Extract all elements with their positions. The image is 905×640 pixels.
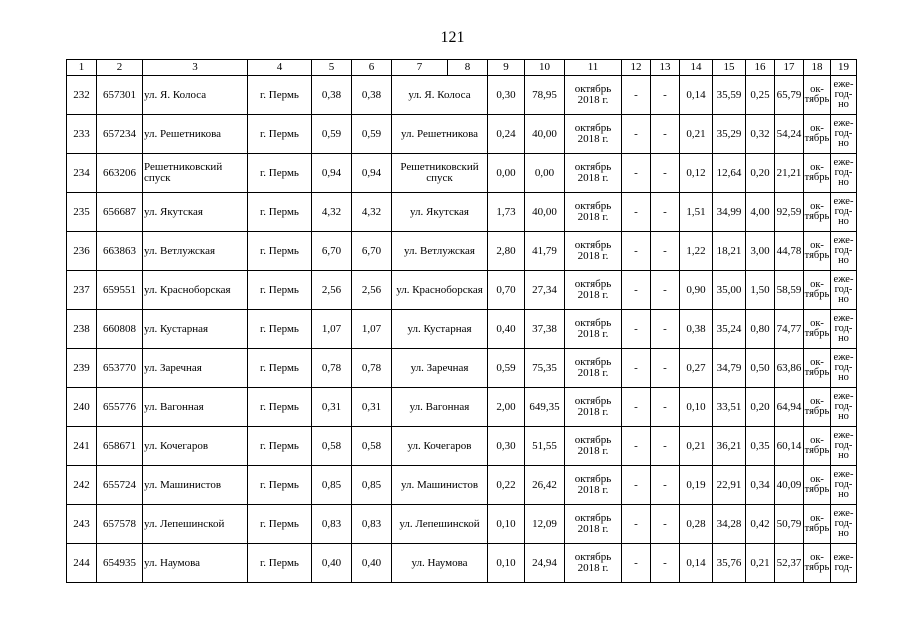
table-row [67,232,857,271]
row-number-cell: 237 [67,271,97,310]
month-cell: ок-тябрь [804,388,831,427]
value-cell: 0,20 [746,388,775,427]
value-cell: 12,09 [525,505,565,544]
object-id-cell: 657234 [97,115,143,154]
value-cell: 0,70 [488,271,525,310]
table-row [67,349,857,388]
frequency-cell: еже-год-но [831,466,857,505]
dash-cell: - [622,115,651,154]
value-cell: 0,32 [746,115,775,154]
row-number-cell: 234 [67,154,97,193]
value-cell: 0,10 [488,505,525,544]
street-name-cell: ул. Красноборская [143,271,248,310]
street-name-cell: ул. Я. Колоса [143,76,248,115]
date-cell: октябрь 2018 г. [565,310,622,349]
page-number: 121 [440,29,465,46]
city-cell: г. Пермь [248,505,312,544]
city-cell: г. Пермь [248,232,312,271]
city-cell: г. Пермь [248,544,312,583]
row-number-cell: 243 [67,505,97,544]
value-cell: 44,78 [775,232,804,271]
street-name-cell: ул. Лепешинской [143,505,248,544]
row-number-cell: 233 [67,115,97,154]
date-cell: октябрь 2018 г. [565,388,622,427]
object-id-cell: 657301 [97,76,143,115]
row-number-cell: 232 [67,76,97,115]
value-cell: 1,22 [680,232,713,271]
dash-cell: - [651,505,680,544]
street-name-cell: ул. Машинистов [392,466,488,505]
object-id-cell: 655776 [97,388,143,427]
dash-cell: - [622,388,651,427]
street-name-cell: ул. Вагонная [143,388,248,427]
street-name-cell: Решетниковский спуск [392,154,488,193]
value-cell: 0,90 [680,271,713,310]
month-cell: ок-тябрь [804,154,831,193]
table-row [67,466,857,505]
value-cell: 1,07 [352,310,392,349]
value-cell: 0,94 [312,154,352,193]
row-number-cell: 241 [67,427,97,466]
header-cell: 18 [804,60,831,76]
value-cell: 1,07 [312,310,352,349]
month-cell: ок-тябрь [804,427,831,466]
value-cell: 0,20 [746,154,775,193]
value-cell: 0,85 [312,466,352,505]
table-row [67,76,857,115]
month-cell: ок-тябрь [804,193,831,232]
value-cell: 0,30 [488,76,525,115]
table-row [67,544,857,583]
date-cell: октябрь 2018 г. [565,193,622,232]
value-cell: 60,14 [775,427,804,466]
city-cell: г. Пермь [248,115,312,154]
city-cell: г. Пермь [248,193,312,232]
value-cell: 0,40 [488,310,525,349]
dash-cell: - [622,310,651,349]
value-cell: 0,35 [746,427,775,466]
row-number-cell: 242 [67,466,97,505]
date-cell: октябрь 2018 г. [565,505,622,544]
dash-cell: - [622,427,651,466]
value-cell: 18,21 [713,232,746,271]
table-row [67,193,857,232]
object-id-cell: 658671 [97,427,143,466]
street-name-cell: ул. Я. Колоса [392,76,488,115]
city-cell: г. Пермь [248,349,312,388]
street-name-cell: ул. Ветлужская [392,232,488,271]
month-cell: ок-тябрь [804,544,831,583]
date-cell: октябрь 2018 г. [565,466,622,505]
value-cell: 78,95 [525,76,565,115]
frequency-cell: еже-год-но [831,76,857,115]
date-cell: октябрь 2018 г. [565,115,622,154]
header-cell: 14 [680,60,713,76]
frequency-cell: еже-год-но [831,310,857,349]
value-cell: 75,35 [525,349,565,388]
table-body [67,76,857,583]
value-cell: 0,50 [746,349,775,388]
row-number-cell: 239 [67,349,97,388]
street-name-cell: ул. Заречная [143,349,248,388]
table-row [67,388,857,427]
value-cell: 0,78 [312,349,352,388]
value-cell: 0,12 [680,154,713,193]
date-cell: октябрь 2018 г. [565,232,622,271]
dash-cell: - [622,193,651,232]
value-cell: 35,59 [713,76,746,115]
row-number-cell: 235 [67,193,97,232]
value-cell: 0,25 [746,76,775,115]
frequency-cell: еже-год-но [831,271,857,310]
frequency-cell: еже-год-но [831,349,857,388]
value-cell: 0,14 [680,544,713,583]
value-cell: 4,00 [746,193,775,232]
object-id-cell: 653770 [97,349,143,388]
street-name-cell: ул. Ветлужская [143,232,248,271]
street-name-cell: Решетниковский спуск [143,154,248,193]
value-cell: 0,38 [352,76,392,115]
row-number-cell: 244 [67,544,97,583]
value-cell: 52,37 [775,544,804,583]
value-cell: 35,76 [713,544,746,583]
value-cell: 34,79 [713,349,746,388]
value-cell: 40,09 [775,466,804,505]
value-cell: 3,00 [746,232,775,271]
header-cell: 16 [746,60,775,76]
value-cell: 35,00 [713,271,746,310]
value-cell: 0,00 [488,154,525,193]
dash-cell: - [651,349,680,388]
value-cell: 2,00 [488,388,525,427]
street-name-cell: ул. Кустарная [392,310,488,349]
object-id-cell: 659551 [97,271,143,310]
value-cell: 34,28 [713,505,746,544]
value-cell: 54,24 [775,115,804,154]
object-id-cell: 654935 [97,544,143,583]
value-cell: 0,10 [680,388,713,427]
value-cell: 92,59 [775,193,804,232]
street-name-cell: ул. Заречная [392,349,488,388]
header-cell: 3 [143,60,248,76]
value-cell: 2,56 [352,271,392,310]
dash-cell: - [651,76,680,115]
dash-cell: - [651,310,680,349]
header-cell: 5 [312,60,352,76]
frequency-cell: еже-год-но [831,388,857,427]
value-cell: 0,10 [488,544,525,583]
value-cell: 27,34 [525,271,565,310]
street-name-cell: ул. Кочегаров [392,427,488,466]
month-cell: ок-тябрь [804,76,831,115]
value-cell: 1,50 [746,271,775,310]
value-cell: 50,79 [775,505,804,544]
value-cell: 40,00 [525,115,565,154]
month-cell: ок-тябрь [804,349,831,388]
value-cell: 0,28 [680,505,713,544]
value-cell: 0,21 [680,427,713,466]
dash-cell: - [622,544,651,583]
frequency-cell: еже-год-но [831,115,857,154]
value-cell: 36,21 [713,427,746,466]
dash-cell: - [651,271,680,310]
header-cell: 13 [651,60,680,76]
table-row [67,271,857,310]
value-cell: 0,30 [488,427,525,466]
street-name-cell: ул. Красноборская [392,271,488,310]
city-cell: г. Пермь [248,271,312,310]
date-cell: октябрь 2018 г. [565,76,622,115]
city-cell: г. Пермь [248,388,312,427]
value-cell: 35,29 [713,115,746,154]
city-cell: г. Пермь [248,427,312,466]
value-cell: 64,94 [775,388,804,427]
object-id-cell: 657578 [97,505,143,544]
value-cell: 0,40 [312,544,352,583]
value-cell: 2,56 [312,271,352,310]
value-cell: 21,21 [775,154,804,193]
table-row [67,154,857,193]
value-cell: 0,83 [312,505,352,544]
value-cell: 0,38 [312,76,352,115]
value-cell: 33,51 [713,388,746,427]
value-cell: 0,34 [746,466,775,505]
row-number-cell: 236 [67,232,97,271]
frequency-cell: еже-год-но [831,193,857,232]
dash-cell: - [622,271,651,310]
value-cell: 0,19 [680,466,713,505]
value-cell: 0,27 [680,349,713,388]
dash-cell: - [651,115,680,154]
value-cell: 0,21 [680,115,713,154]
month-cell: ок-тябрь [804,505,831,544]
value-cell: 58,59 [775,271,804,310]
object-id-cell: 660808 [97,310,143,349]
street-name-cell: ул. Кустарная [143,310,248,349]
date-cell: октябрь 2018 г. [565,349,622,388]
header-cell: 11 [565,60,622,76]
dash-cell: - [622,76,651,115]
header-cell: 17 [775,60,804,76]
street-name-cell: ул. Вагонная [392,388,488,427]
header-cell: 4 [248,60,312,76]
value-cell: 26,42 [525,466,565,505]
date-cell: октябрь 2018 г. [565,427,622,466]
date-cell: октябрь 2018 г. [565,271,622,310]
header-cell: 19 [831,60,857,76]
table-row [67,427,857,466]
header-cell: 2 [97,60,143,76]
date-cell: октябрь 2018 г. [565,544,622,583]
value-cell: 0,58 [312,427,352,466]
month-cell: ок-тябрь [804,466,831,505]
value-cell: 4,32 [352,193,392,232]
header-cell: 12 [622,60,651,76]
object-id-cell: 656687 [97,193,143,232]
value-cell: 0,85 [352,466,392,505]
dash-cell: - [651,232,680,271]
date-cell: октябрь 2018 г. [565,154,622,193]
value-cell: 0,42 [746,505,775,544]
street-name-cell: ул. Якутская [392,193,488,232]
dash-cell: - [651,427,680,466]
frequency-cell: еже-год- [831,544,857,583]
value-cell: 37,38 [525,310,565,349]
value-cell: 0,00 [525,154,565,193]
street-name-cell: ул. Решетникова [143,115,248,154]
value-cell: 24,94 [525,544,565,583]
dash-cell: - [651,388,680,427]
frequency-cell: еже-год-но [831,427,857,466]
value-cell: 22,91 [713,466,746,505]
value-cell: 74,77 [775,310,804,349]
frequency-cell: еже-год-но [831,154,857,193]
table-row [67,115,857,154]
value-cell: 0,58 [352,427,392,466]
value-cell: 0,31 [312,388,352,427]
registry-table [66,59,857,583]
value-cell: 34,99 [713,193,746,232]
value-cell: 0,22 [488,466,525,505]
value-cell: 1,51 [680,193,713,232]
value-cell: 0,14 [680,76,713,115]
city-cell: г. Пермь [248,466,312,505]
value-cell: 0,59 [352,115,392,154]
header-cell: 6 [352,60,392,76]
month-cell: ок-тябрь [804,271,831,310]
dash-cell: - [622,349,651,388]
city-cell: г. Пермь [248,310,312,349]
street-name-cell: ул. Наумова [392,544,488,583]
dash-cell: - [622,505,651,544]
street-name-cell: ул. Решетникова [392,115,488,154]
month-cell: ок-тябрь [804,310,831,349]
value-cell: 12,64 [713,154,746,193]
value-cell: 65,79 [775,76,804,115]
dash-cell: - [651,193,680,232]
city-cell: г. Пермь [248,154,312,193]
header-cell: 10 [525,60,565,76]
value-cell: 0,21 [746,544,775,583]
header-cell: 9 [488,60,525,76]
value-cell: 0,38 [680,310,713,349]
frequency-cell: еже-год-но [831,232,857,271]
value-cell: 0,24 [488,115,525,154]
value-cell: 649,35 [525,388,565,427]
value-cell: 0,83 [352,505,392,544]
value-cell: 41,79 [525,232,565,271]
header-cell: 15 [713,60,746,76]
header-cell: 1 [67,60,97,76]
dash-cell: - [622,466,651,505]
dash-cell: - [651,544,680,583]
value-cell: 0,94 [352,154,392,193]
value-cell: 51,55 [525,427,565,466]
table-row [67,505,857,544]
month-cell: ок-тябрь [804,115,831,154]
dash-cell: - [622,232,651,271]
value-cell: 40,00 [525,193,565,232]
header-cell: 7 [392,60,448,76]
row-number-cell: 240 [67,388,97,427]
header-cell: 8 [448,60,488,76]
value-cell: 0,31 [352,388,392,427]
value-cell: 6,70 [312,232,352,271]
value-cell: 4,32 [312,193,352,232]
value-cell: 6,70 [352,232,392,271]
value-cell: 2,80 [488,232,525,271]
street-name-cell: ул. Кочегаров [143,427,248,466]
value-cell: 35,24 [713,310,746,349]
dash-cell: - [622,154,651,193]
month-cell: ок-тябрь [804,232,831,271]
value-cell: 0,80 [746,310,775,349]
object-id-cell: 663206 [97,154,143,193]
value-cell: 63,86 [775,349,804,388]
value-cell: 0,59 [488,349,525,388]
object-id-cell: 655724 [97,466,143,505]
street-name-cell: ул. Наумова [143,544,248,583]
object-id-cell: 663863 [97,232,143,271]
dash-cell: - [651,154,680,193]
value-cell: 0,40 [352,544,392,583]
header-row [67,60,857,76]
value-cell: 0,78 [352,349,392,388]
value-cell: 1,73 [488,193,525,232]
value-cell: 0,59 [312,115,352,154]
table-row [67,310,857,349]
frequency-cell: еже-год-но [831,505,857,544]
city-cell: г. Пермь [248,76,312,115]
street-name-cell: ул. Лепешинской [392,505,488,544]
row-number-cell: 238 [67,310,97,349]
street-name-cell: ул. Якутская [143,193,248,232]
street-name-cell: ул. Машинистов [143,466,248,505]
dash-cell: - [651,466,680,505]
